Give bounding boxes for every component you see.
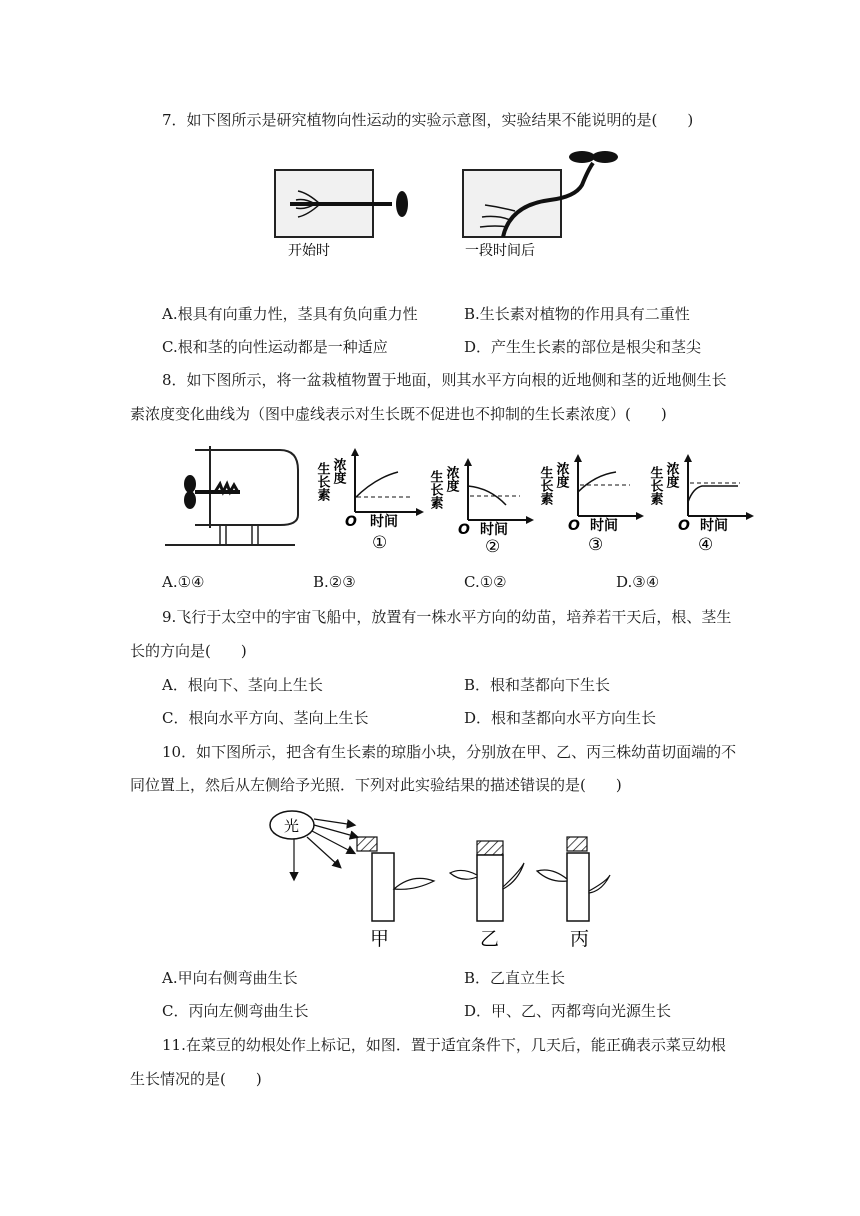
q9-option-c: C．根向水平方向、茎向上生长 [162, 709, 369, 727]
q10-stem-line1: 10．如下图所示，把含有生长素的琼脂小块，分别放在甲、乙、丙三株幼苗切面端的不 [162, 743, 737, 761]
seedling-yi [450, 841, 524, 950]
q8-stem-line1: 8．如下图所示，将一盆栽植物置于地面，则其水平方向根的近地侧和茎的近地侧生长 [162, 371, 727, 389]
q10-figure [262, 805, 622, 955]
g4-origin: O [678, 518, 690, 534]
g2-xlabel: 时间 [480, 522, 508, 538]
g1-ylabel-a: 生长素 [314, 462, 330, 501]
q8-stem-line2: 素浓度变化曲线为（图中虚线表示对生长既不促进也不抑制的生长素浓度）( ) [130, 405, 667, 423]
q8-option-d: D.③④ [616, 573, 660, 591]
q8-graph-1 [315, 448, 425, 553]
g1-origin: O [345, 514, 357, 530]
q7-label-after: 一段时间后 [465, 243, 535, 259]
g4-ylabel-b: 浓度 [663, 462, 679, 488]
g1-ylabel-b: 浓度 [330, 458, 346, 484]
q10-option-d: D．甲、乙、丙都弯向光源生长 [464, 1002, 672, 1020]
q7-option-c: C.根和茎的向性运动都是一种适应 [162, 338, 388, 356]
q10-label-jia: 甲 [370, 928, 390, 950]
g4-ylabel-a: 生长素 [647, 466, 663, 505]
q7-leaf-after [569, 151, 595, 163]
q7-label-start: 开始时 [288, 243, 330, 259]
q9-option-a: A．根向下、茎向上生长 [162, 676, 323, 694]
g3-ylabel-a: 生长素 [537, 466, 553, 505]
q8-option-a: A.①④ [162, 573, 205, 591]
q7-figure [260, 145, 620, 265]
q9-stem-line1: 9.飞行于太空中的宇宙飞船中，放置有一株水平方向的幼苗，培养若干天后，根、茎生 [162, 608, 732, 626]
g3-ylabel-b: 浓度 [553, 462, 569, 488]
q10-option-b: B．乙直立生长 [464, 969, 566, 987]
q10-option-a: A.甲向右侧弯曲生长 [162, 969, 298, 987]
q8-figure [160, 440, 760, 560]
g2-ylabel-a: 生长素 [427, 470, 443, 509]
q9-option-d: D．根和茎都向水平方向生长 [464, 709, 657, 727]
g4-num: ④ [698, 535, 714, 555]
q10-label-yi: 乙 [480, 928, 500, 950]
q11-stem-line2: 生长情况的是( ) [130, 1070, 262, 1088]
g3-origin: O [568, 518, 580, 534]
q8-option-b: B.②③ [313, 573, 356, 591]
q8-graph-3 [538, 454, 645, 555]
g4-xlabel: 时间 [700, 518, 728, 534]
q10-label-bing: 丙 [570, 928, 590, 950]
q8-graph-2 [428, 458, 535, 557]
g2-ylabel-b: 浓度 [443, 466, 459, 492]
g2-num: ② [485, 537, 501, 557]
g1-xlabel: 时间 [370, 514, 398, 530]
g3-num: ③ [588, 535, 604, 555]
g1-num: ① [372, 533, 388, 553]
q7-option-b: B.生长素对植物的作用具有二重性 [464, 305, 690, 323]
q8-pot-drawing [165, 446, 298, 545]
g3-xlabel: 时间 [590, 518, 618, 534]
q10-label-light: 光 [284, 817, 300, 835]
q9-stem-line2: 长的方向是( ) [130, 642, 247, 660]
q7-option-d: D．产生生长素的部位是根尖和茎尖 [464, 338, 702, 356]
q8-option-c: C.①② [464, 573, 507, 591]
q7-after-box [463, 170, 561, 237]
g2-origin: O [458, 522, 470, 538]
seedling-jia [357, 837, 434, 950]
q8-graph-4 [648, 454, 755, 555]
q7-stem: 7．如下图所示是研究植物向性运动的实验示意图，实验结果不能说明的是( ) [162, 111, 694, 129]
seedling-bing [537, 837, 610, 950]
q9-option-b: B．根和茎都向下生长 [464, 676, 611, 694]
q7-option-a: A.根具有向重力性，茎具有负向重力性 [162, 305, 418, 323]
q11-stem-line1: 11.在菜豆的幼根处作上标记，如图．置于适宜条件下，几天后，能正确表示菜豆幼根 [162, 1036, 726, 1054]
q10-option-c: C．丙向左侧弯曲生长 [162, 1002, 309, 1020]
q7-leaf-start [396, 191, 408, 217]
q10-stem-line2: 同位置上，然后从左侧给予光照．下列对此实验结果的描述错误的是( ) [130, 776, 622, 794]
